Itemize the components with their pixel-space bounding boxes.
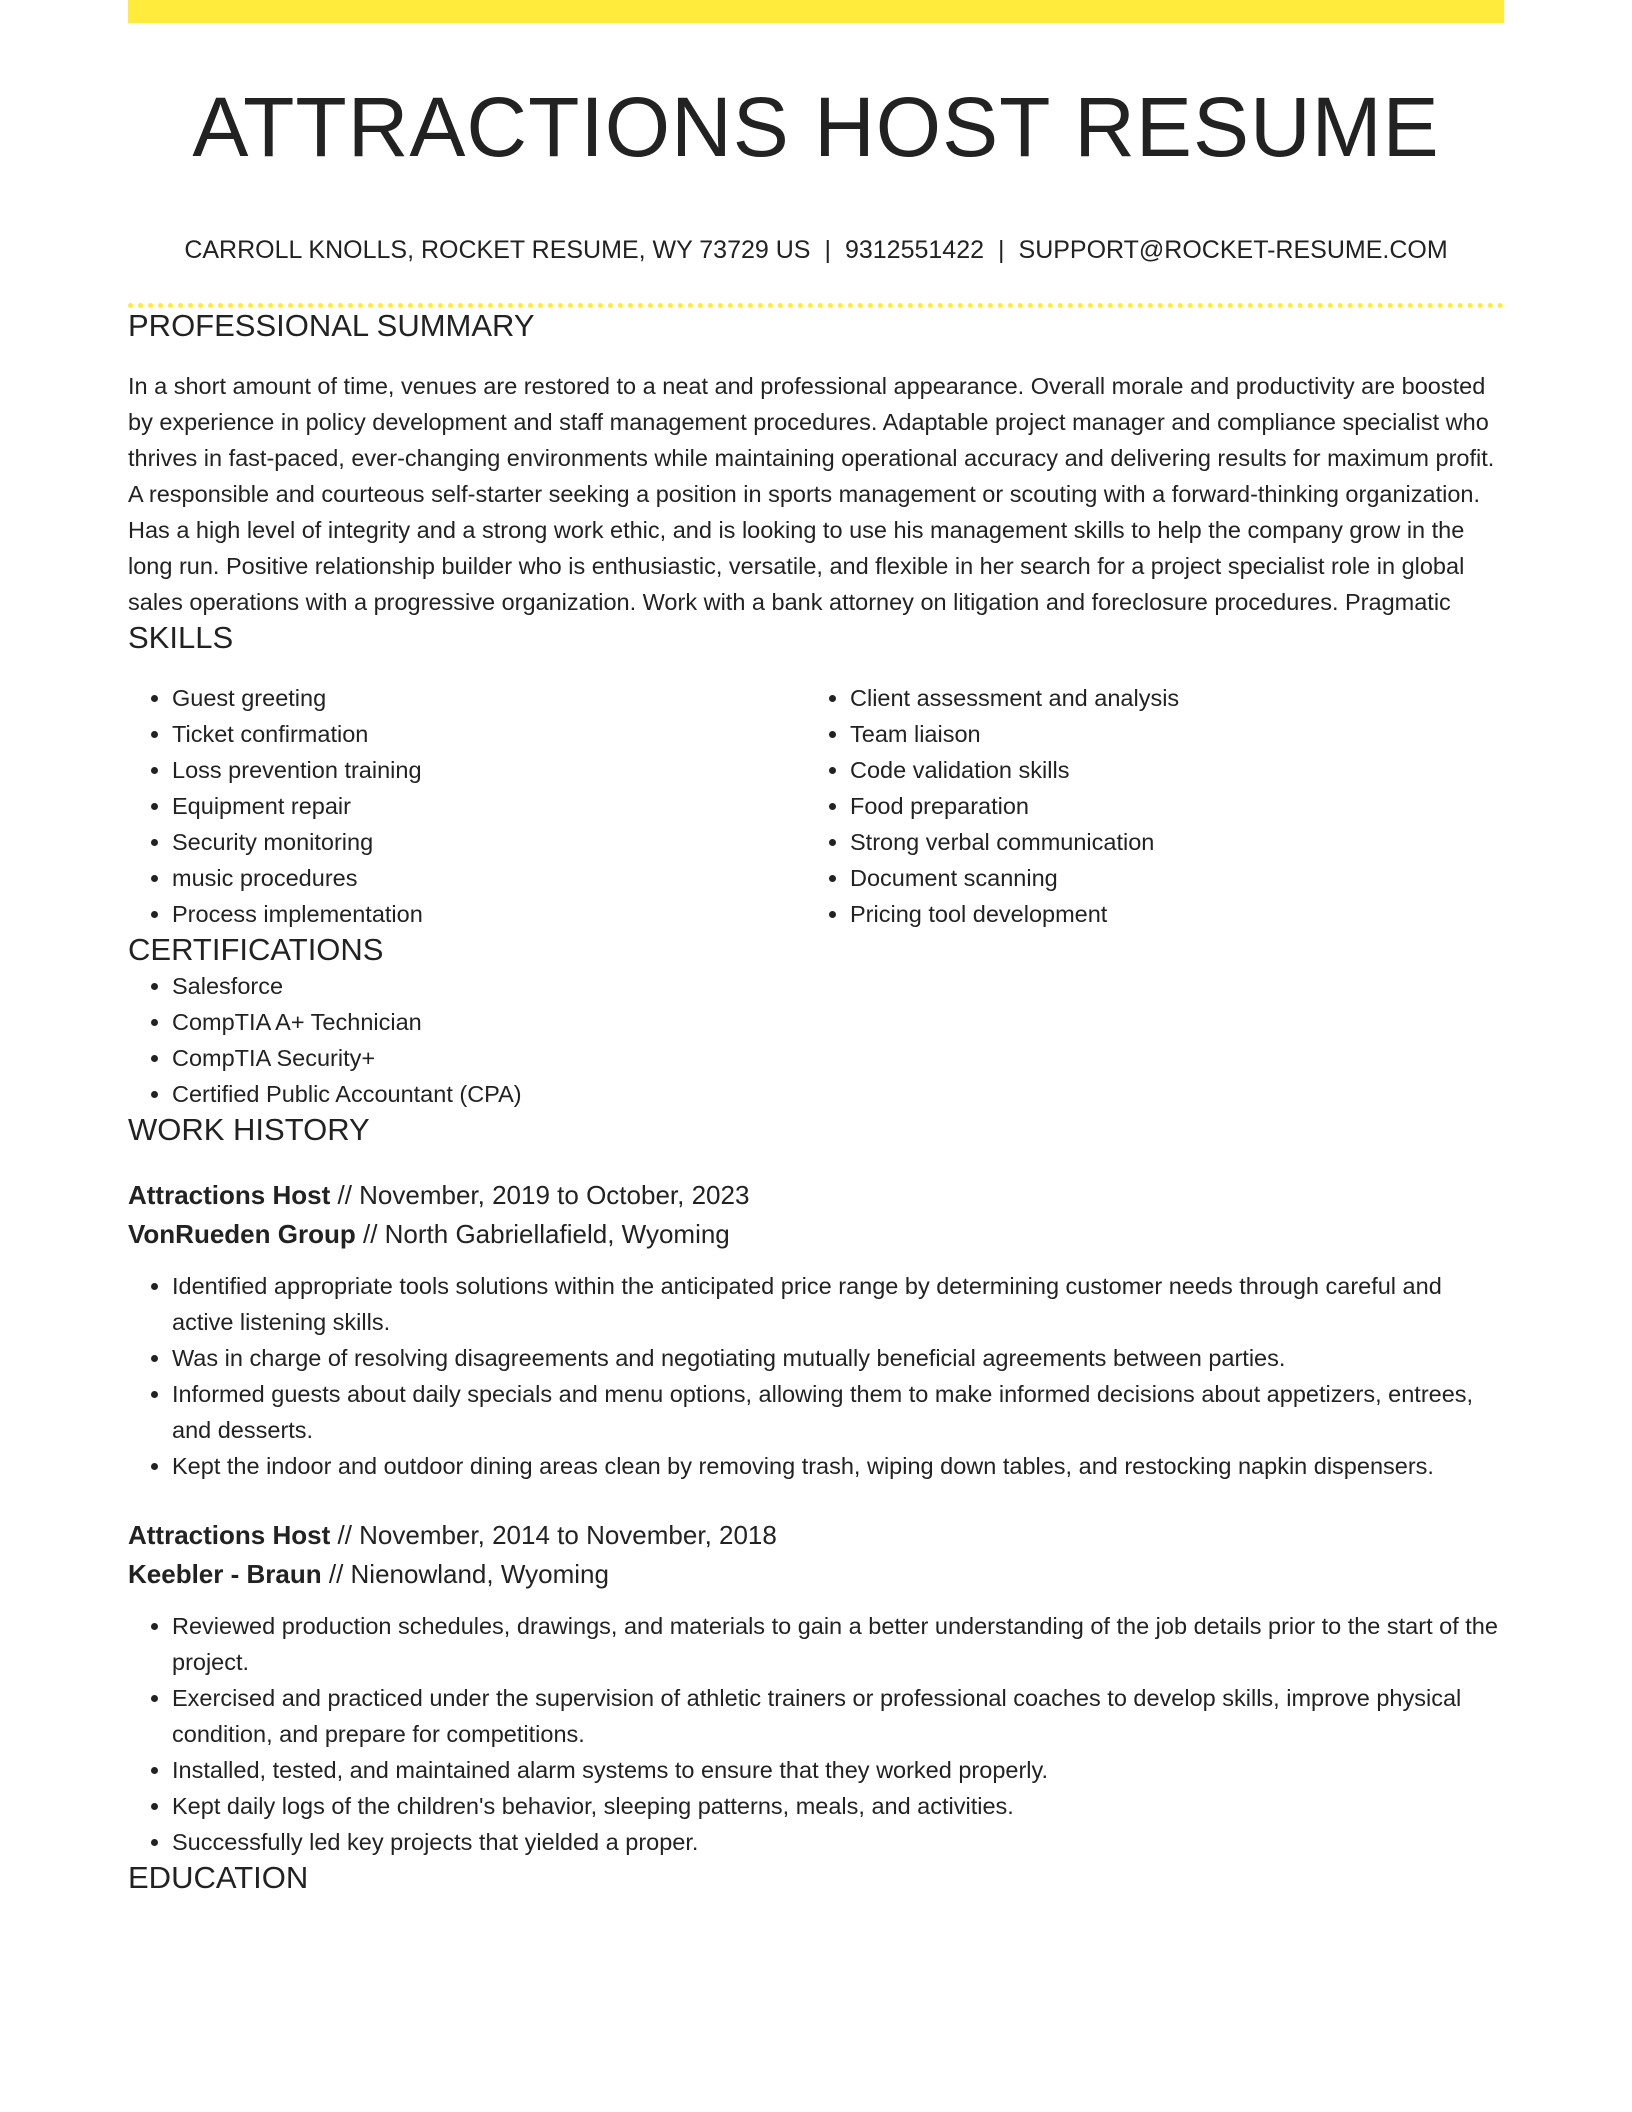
skill-item: • Guest greeting <box>172 680 806 716</box>
resume-page <box>128 0 1504 1896</box>
skills-list-right <box>806 680 1484 932</box>
skill-item: • Equipment repair <box>172 788 806 824</box>
job-bullet: • Identified appropriate tools solutions within the anticipated price range by determining customer needs through careful and active listening skills. <box>172 1268 1504 1340</box>
contact-address: CARROLL KNOLLS, ROCKET RESUME, WY 73729 US <box>184 236 811 265</box>
skills-list-left <box>128 680 806 932</box>
job-company-line <box>128 1555 1504 1594</box>
skill-item: • Client assessment and analysis <box>850 680 1484 716</box>
certification-item: • CompTIA A+ Technician <box>172 1004 1504 1040</box>
job-entry <box>128 1176 1504 1484</box>
job-title-line <box>128 1176 1504 1215</box>
summary-text: In a short amount of time, venues are restored to a neat and professional appearance. Overall morale and productivity are boosted by experience in policy development and staff management procedures. Adaptable project manager and compliance specialist who thrives in fast-paced, ever-changing environments while maintaining operational accuracy and delivering results for maximum profit. A responsible and courteous self-starter seeking a position in sports management or scouting with a forward-thinking organization. Has a high level of integrity and a strong work ethic, and is looking to use his management skills to help the company grow in the long run. Positive relationship builder who is enthusiastic, versatile, and flexible in her search for a project specialist role in global sales operations with a progressive organization. Work with a bank attorney on litigation and foreclosure procedures. Pragmatic <box>128 373 1495 616</box>
job-bullet: • Reviewed production schedules, drawings, and materials to gain a better understanding of the job details prior to the start of the project. <box>172 1608 1504 1680</box>
job-title-line <box>128 1516 1504 1555</box>
certifications-heading: CERTIFICATIONS <box>128 932 384 968</box>
job-bullet: • Installed, tested, and maintained alarm systems to ensure that they worked properly. <box>172 1752 1504 1788</box>
contact-phone: 9312551422 <box>844 236 985 265</box>
job-bullet: • Exercised and practiced under the supervision of athletic trainers or professional coaches to develop skills, improve physical condition, and prepare for competitions. <box>172 1680 1504 1752</box>
certifications-list <box>128 968 1504 1112</box>
job-bullet: • Informed guests about daily specials and menu options, allowing them to make informed decisions about appetizers, entrees, and desserts. <box>172 1376 1504 1448</box>
job-bullet: • Kept daily logs of the children's behavior, sleeping patterns, meals, and activities. <box>172 1788 1504 1824</box>
certification-item: • CompTIA Security+ <box>172 1040 1504 1076</box>
job-title: Attractions Host <box>128 1180 331 1211</box>
contact-email: SUPPORT@ROCKET-RESUME.COM <box>1018 236 1448 265</box>
skills-column-left <box>128 680 806 932</box>
skill-item: • Document scanning <box>850 860 1484 896</box>
skills-grid <box>128 680 1504 932</box>
resume-title: ATTRACTIONS HOST RESUME <box>192 80 1440 174</box>
job-bullet: • Successfully led key projects that yielded a proper. <box>172 1824 1504 1860</box>
skill-item: • Strong verbal communication <box>850 824 1484 860</box>
skill-item: • music procedures <box>172 860 806 896</box>
job-dates: // November, 2019 to October, 2023 <box>337 1180 750 1211</box>
job-bullets <box>128 1608 1504 1860</box>
job-dates: // November, 2014 to November, 2018 <box>337 1520 777 1551</box>
contact-separator: | <box>824 236 831 265</box>
skill-item: • Security monitoring <box>172 824 806 860</box>
skill-item: • Team liaison <box>850 716 1484 752</box>
skills-heading: SKILLS <box>128 620 234 656</box>
job-bullet: • Was in charge of resolving disagreements and negotiating mutually beneficial agreements between parties. <box>172 1340 1504 1376</box>
skills-column-right <box>806 680 1484 932</box>
job-company-line <box>128 1215 1504 1254</box>
job-location: // North Gabriellafield, Wyoming <box>362 1219 730 1250</box>
certification-item: • Certified Public Accountant (CPA) <box>172 1076 1504 1112</box>
skill-item: • Loss prevention training <box>172 752 806 788</box>
job-entry <box>128 1516 1504 1860</box>
work-history-heading: WORK HISTORY <box>128 1112 370 1148</box>
job-location: // Nienowland, Wyoming <box>328 1559 609 1590</box>
job-title: Attractions Host <box>128 1520 331 1551</box>
top-accent-bar <box>128 0 1504 23</box>
job-company: VonRueden Group <box>128 1219 356 1250</box>
skill-item: • Code validation skills <box>850 752 1484 788</box>
skill-item: • Ticket confirmation <box>172 716 806 752</box>
skill-item: • Food preparation <box>850 788 1484 824</box>
summary-heading: PROFESSIONAL SUMMARY <box>128 308 535 344</box>
contact-separator: | <box>998 236 1005 265</box>
job-bullets <box>128 1268 1504 1484</box>
skill-item: • Process implementation <box>172 896 806 932</box>
contact-line <box>128 235 1504 265</box>
job-bullet: • Kept the indoor and outdoor dining areas clean by removing trash, wiping down tables, and restocking napkin dispensers. <box>172 1448 1504 1484</box>
certification-item: • Salesforce <box>172 968 1504 1004</box>
skill-item: • Pricing tool development <box>850 896 1484 932</box>
education-heading: EDUCATION <box>128 1860 309 1896</box>
job-company: Keebler - Braun <box>128 1559 322 1590</box>
